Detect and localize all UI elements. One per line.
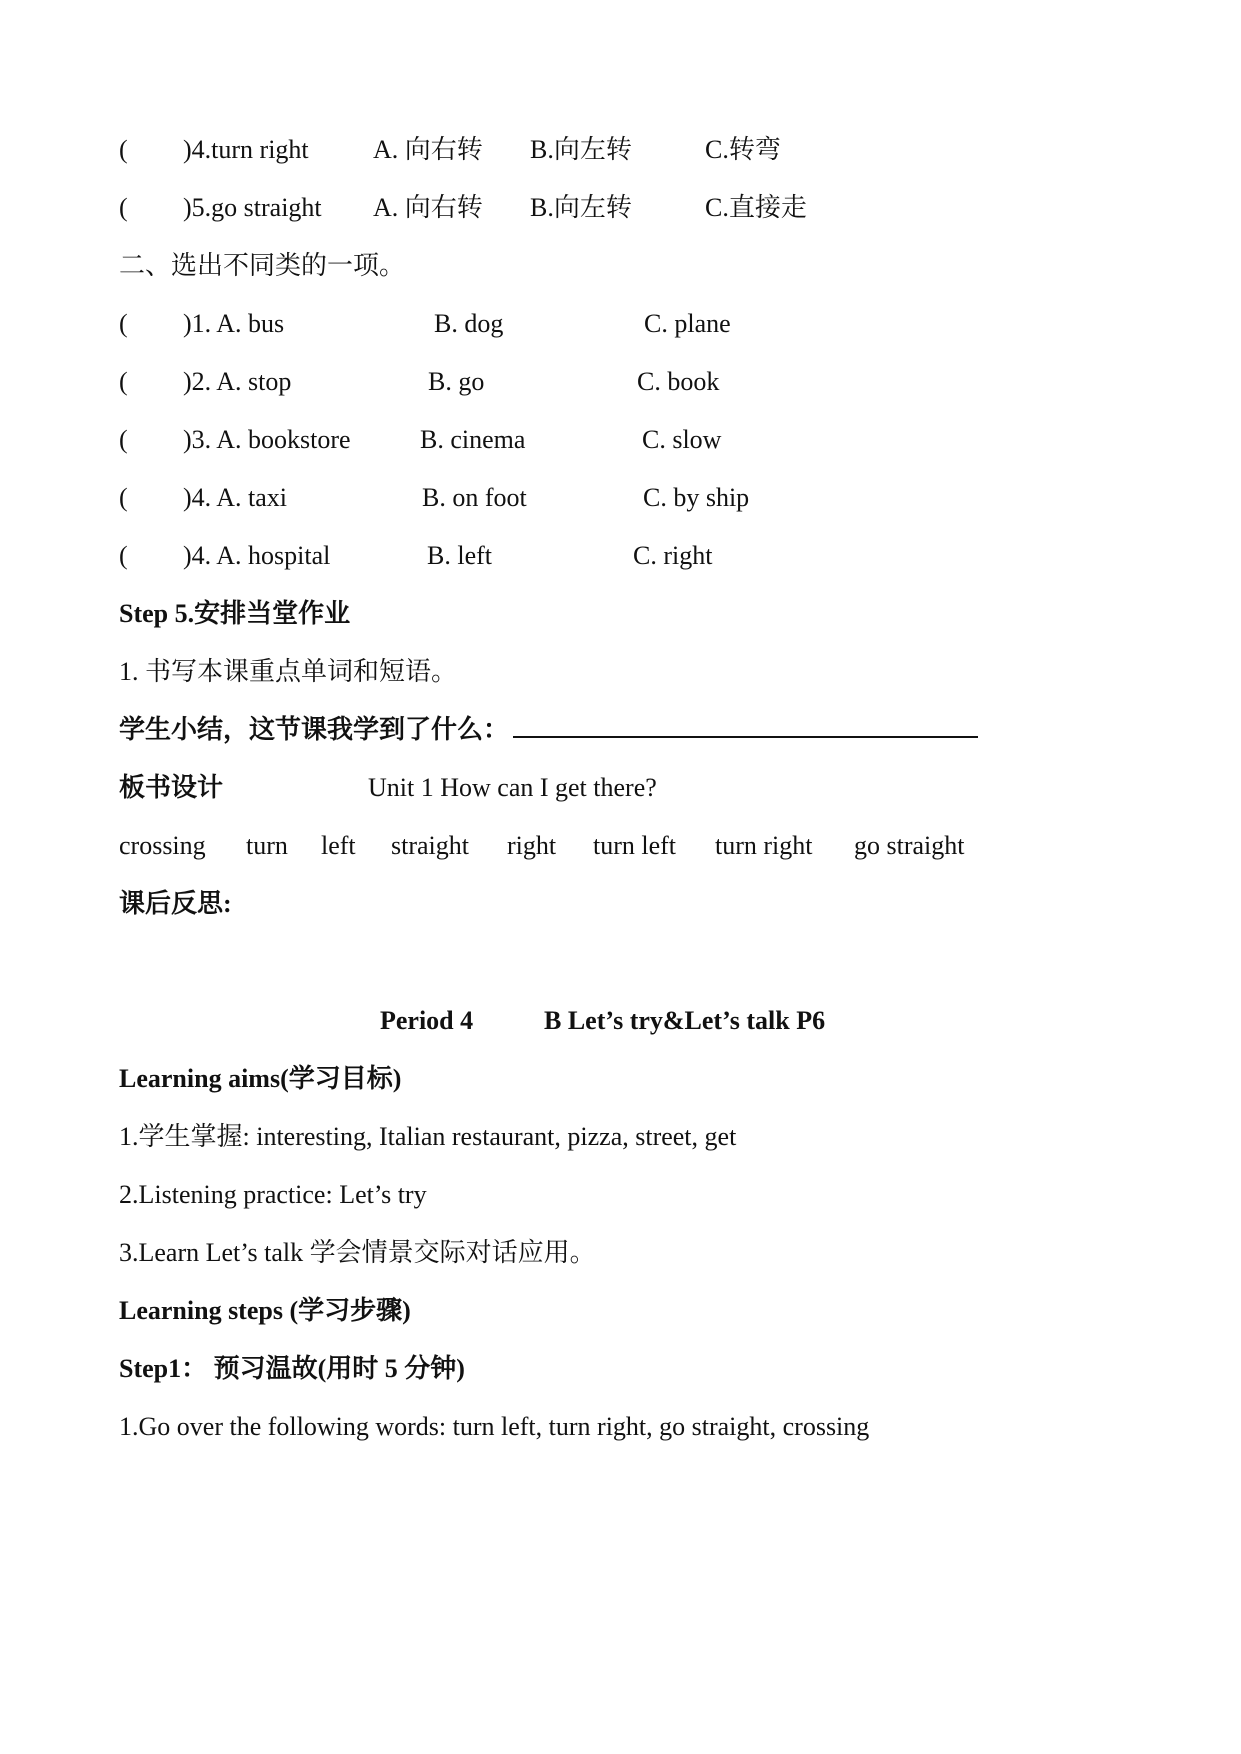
answer-paren: (: [119, 193, 128, 222]
board-word: right: [507, 831, 557, 860]
option-b: B. on foot: [422, 483, 527, 512]
step5-title: Step 5.安排当堂作业: [119, 599, 351, 628]
board-word: turn: [246, 831, 288, 860]
option-c: C.转弯: [705, 135, 781, 164]
question-text: )2. A. stop: [183, 367, 292, 396]
answer-paren: (: [119, 483, 128, 512]
question-text: )4.turn right: [183, 135, 309, 164]
option-b: B.向左转: [530, 193, 632, 222]
option-b: B. cinema: [420, 425, 526, 454]
board-label: 板书设计: [119, 773, 224, 802]
option-a: A. 向右转: [373, 193, 483, 222]
question-text: )4. A. taxi: [183, 483, 287, 512]
student-summary: [119, 714, 978, 746]
board-word: straight: [391, 831, 469, 860]
board-word: go straight: [854, 831, 965, 860]
option-b: B. dog: [434, 309, 504, 338]
board-word: turn left: [593, 831, 677, 860]
question-text: )3. A. bookstore: [183, 425, 351, 454]
option-b: B. left: [427, 541, 492, 570]
option-c: C. slow: [642, 425, 722, 454]
board-word: turn right: [715, 831, 813, 860]
option-c: C. plane: [644, 309, 731, 338]
option-b: B.向左转: [530, 135, 632, 164]
summary-blank[interactable]: [513, 714, 978, 738]
step1-item: 1.Go over the following words: turn left, turn right, go straight, crossing: [119, 1412, 870, 1441]
aims-title: Learning aims(学习目标): [119, 1064, 402, 1093]
period-title: Period 4: [380, 1006, 474, 1035]
section-2-title: 二、选出不同类的一项。: [119, 251, 406, 280]
option-a: A. 向右转: [373, 135, 483, 164]
answer-paren: (: [119, 425, 128, 454]
reflection-label: 课后反思:: [119, 889, 232, 918]
period-subtitle: B Let’s try&Let’s talk P6: [544, 1006, 826, 1035]
unit-title: Unit 1 How can I get there?: [368, 773, 657, 802]
option-c: C.直接走: [705, 193, 807, 222]
option-c: C. by ship: [643, 483, 750, 512]
board-word: left: [321, 831, 356, 860]
aim-item: 3.Learn Let’s talk 学会情景交际对话应用。: [119, 1238, 596, 1267]
aim-item: 1.学生掌握: interesting, Italian restaurant, pizza, street, get: [119, 1122, 737, 1151]
summary-label: 学生小结，这节课我学到了什么：: [119, 715, 510, 744]
question-text: )1. A. bus: [183, 309, 285, 338]
step1-title: Step1： 预习温故(用时 5 分钟): [119, 1354, 465, 1383]
answer-paren: (: [119, 309, 128, 338]
step5-task: 1. 书写本课重点单词和短语。: [119, 657, 458, 686]
answer-paren: (: [119, 367, 128, 396]
option-b: B. go: [428, 367, 485, 396]
option-c: C. right: [633, 541, 713, 570]
aim-item: 2.Listening practice: Let’s try: [119, 1180, 427, 1209]
question-text: )5.go straight: [183, 193, 322, 222]
answer-paren: (: [119, 135, 128, 164]
answer-paren: (: [119, 541, 128, 570]
option-c: C. book: [637, 367, 720, 396]
question-text: )4. A. hospital: [183, 541, 331, 570]
board-word: crossing: [119, 831, 206, 860]
steps-title: Learning steps (学习步骤): [119, 1296, 411, 1325]
